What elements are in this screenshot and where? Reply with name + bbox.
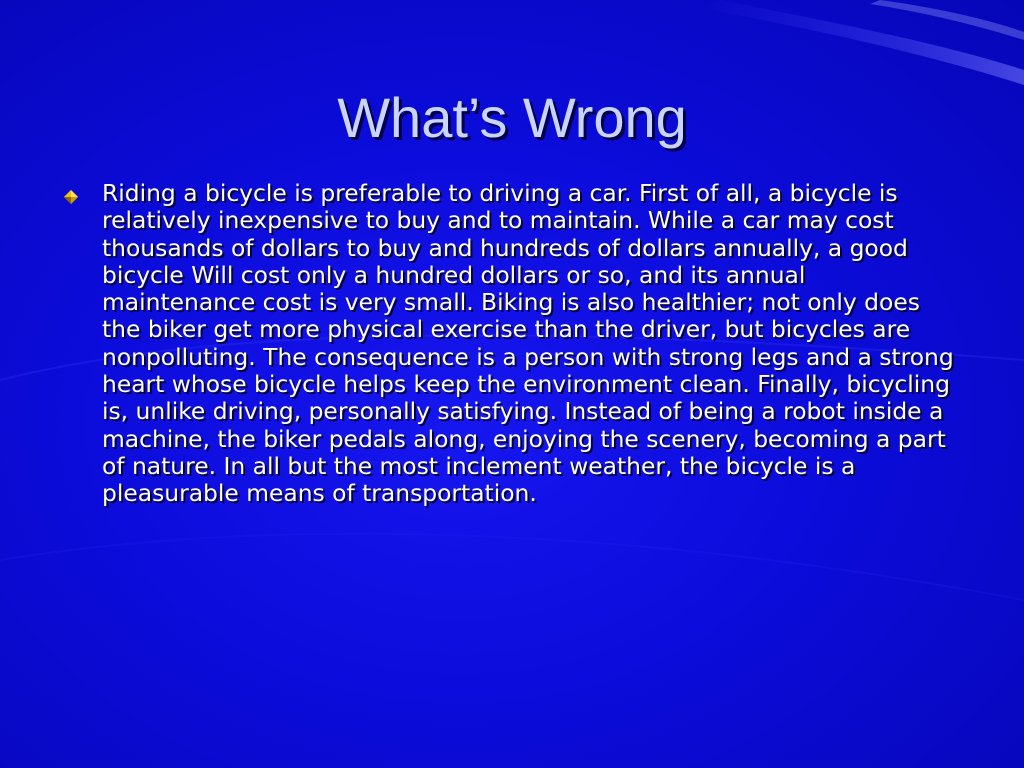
slide-title: What’s Wrong (337, 86, 687, 149)
bullet-item (64, 180, 964, 508)
bullet-list (64, 180, 964, 508)
bullet-text: Riding a bicycle is preferable to driving a car. First of all, a bicycle is relatively inexpensive to buy and to maintain. While a car may cost thousands of dollars to buy and hundreds of dollars annually, a good bicycle Will cost only a hundred dollars or so, and its annual maintenance cost is very small. Biking is also healthier; not only does the biker get more physical exercise than the driver, but bicycles are nonpolluting. The consequence is a person with strong legs and a strong heart whose bicycle helps keep the environment clean. Finally, bicycling is, unlike driving, personally satisfying. Instead of being a robot inside a machine, the biker pedals along, enjoying the scenery, becoming a part of nature. In all but the most inclement weather, the bicycle is a pleasurable means of transportation. (102, 179, 954, 508)
diamond-bullet-icon (64, 190, 78, 204)
